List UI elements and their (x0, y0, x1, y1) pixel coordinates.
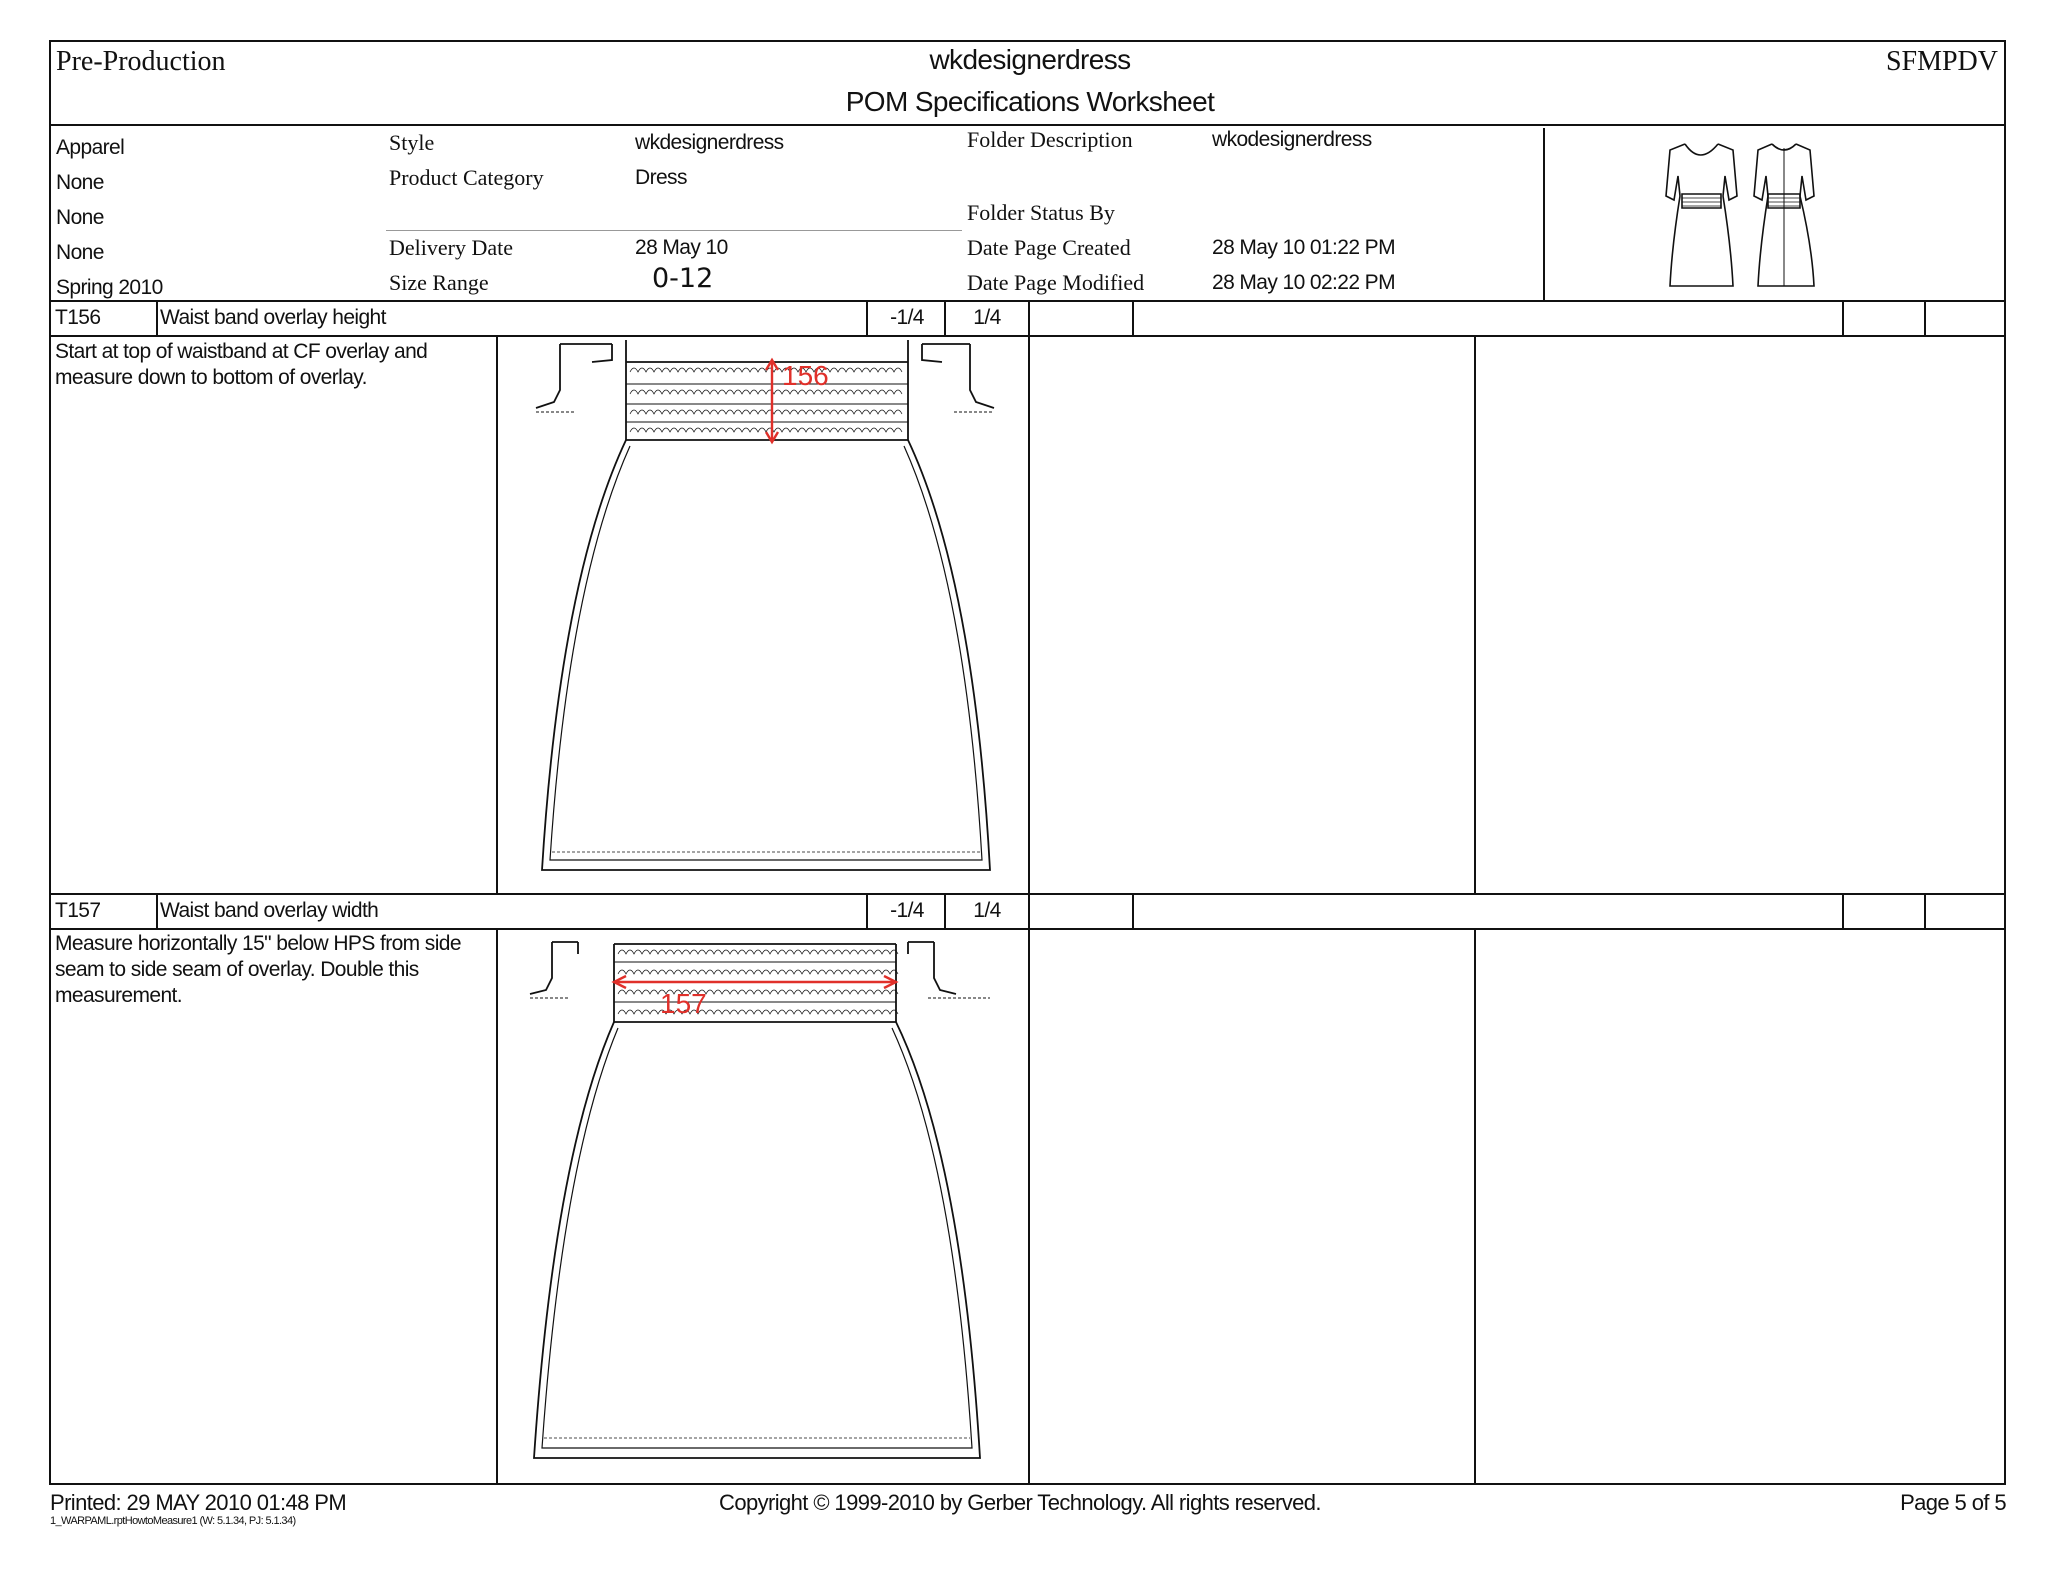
size-range-value: 0-12 (652, 263, 714, 294)
info-separator (386, 230, 962, 231)
date-created-value: 28 May 10 01:22 PM (1212, 236, 1395, 259)
printed-timestamp: Printed: 29 MAY 2010 01:48 PM (50, 1490, 347, 1515)
report-identifier: 1_WARPAML.rptHowtoMeasure1 (W: 5.1.34, PJ: 5.1.34) (50, 1515, 296, 1527)
attribute-group: None (56, 171, 104, 194)
header-divider (49, 124, 2006, 126)
category-value: Dress (635, 166, 687, 189)
measurement-marker-157: 157 (660, 988, 707, 1019)
company-code: SFMPDV (1885, 46, 1998, 77)
status-label: Pre-Production (56, 46, 226, 77)
style-label: Style (389, 130, 435, 155)
document-title: wkdesignerdress (929, 44, 1131, 75)
tolerance-minus: -1/4 (890, 899, 924, 922)
style-value: wkdesignerdress (635, 131, 784, 154)
tolerance-plus: 1/4 (973, 306, 1001, 329)
pom-instructions: Measure horizontally 15" below HPS from side seam to side seam of overlay. Double this measurement. (55, 932, 461, 1007)
category-label: Product Category (389, 165, 544, 190)
folder-status-label: Folder Status By (967, 200, 1115, 225)
pom-code: T157 (55, 899, 101, 922)
attribute-division: Apparel (56, 136, 125, 159)
pom-name: Waist band overlay height (160, 306, 386, 329)
delivery-date-label: Delivery Date (389, 235, 513, 260)
copyright-notice: Copyright © 1999-2010 by Gerber Technology. All rights reserved. (719, 1490, 1321, 1515)
date-modified-value: 28 May 10 02:22 PM (1212, 271, 1395, 294)
tolerance-minus: -1/4 (890, 306, 924, 329)
date-created-label: Date Page Created (967, 235, 1131, 260)
pom-code: T156 (55, 306, 101, 329)
folder-description-label: Folder Description (967, 127, 1133, 152)
attribute-subclass: None (56, 241, 104, 264)
document-subtitle: POM Specifications Worksheet (845, 86, 1215, 117)
thumbnail-divider (1543, 128, 1545, 300)
date-modified-label: Date Page Modified (967, 270, 1145, 295)
attribute-season: Spring 2010 (56, 276, 163, 299)
dress-thumbnail-image (1660, 136, 1830, 294)
attribute-class: None (56, 206, 104, 229)
page-number: Page 5 of 5 (1900, 1490, 2006, 1515)
tolerance-plus: 1/4 (973, 899, 1001, 922)
pom-instructions: Start at top of waistband at CF overlay and measure down to bottom of overlay. (55, 340, 428, 389)
pom-name: Waist band overlay width (160, 899, 379, 922)
size-range-label: Size Range (389, 270, 489, 295)
waistband-height-sketch (530, 340, 1005, 885)
delivery-date-value: 28 May 10 (635, 236, 728, 259)
folder-description-value: wkodesignerdress (1212, 128, 1372, 151)
measurement-marker-156: 156 (782, 360, 829, 391)
attributes-column (56, 130, 163, 305)
waistband-width-sketch (528, 938, 1003, 1468)
